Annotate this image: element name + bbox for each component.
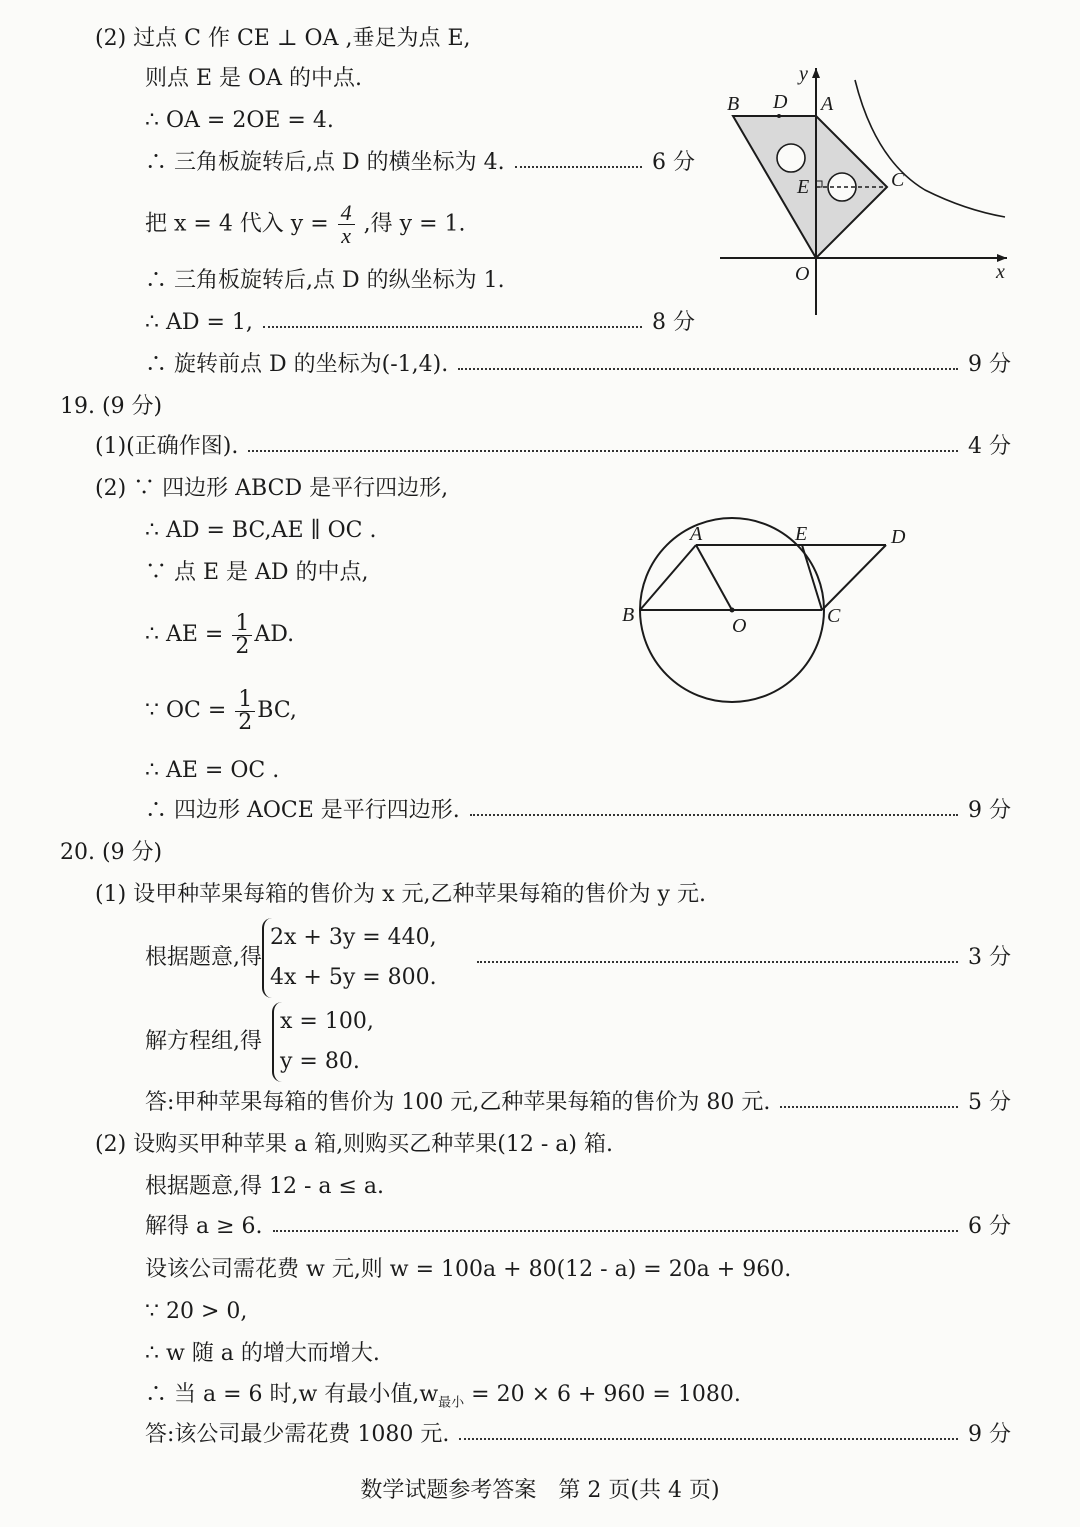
q19-part-1-text: (1)(正确作图).: [95, 434, 239, 459]
equation-2: 4x + 5y = 800.: [270, 965, 437, 990]
q18-line-5: [145, 202, 466, 246]
q19-line-2: ∴ AD = BC,AE ∥ OC .: [145, 518, 377, 543]
label-o: O: [732, 615, 747, 637]
segment-ao: [696, 545, 732, 610]
page-footer: 数学试题参考答案 第 2 页(共 4 页): [360, 1478, 720, 1503]
label-e: E: [795, 523, 808, 545]
leader-dots: [459, 1438, 958, 1440]
q19-line-5-post: BC,: [257, 698, 297, 723]
segment-ab: [640, 545, 696, 610]
score-label: 9 分: [968, 1422, 1011, 1447]
solution-system: [272, 1002, 374, 1082]
label-e: E: [797, 176, 810, 198]
score-label: 6 分: [652, 150, 695, 175]
leader-dots: [477, 961, 958, 963]
leader-dots: [515, 166, 642, 168]
q20-line-2-pre: 根据题意,得: [145, 945, 262, 970]
label-y: y: [799, 63, 808, 85]
q19-line-7: [145, 796, 1011, 826]
q20-line-9: ∵ 20 > 0,: [145, 1299, 248, 1324]
q20-line-12-text: 答:该公司最少需花费 1080 元.: [145, 1422, 450, 1447]
q20-line-3: [145, 1002, 645, 1082]
fraction-denominator: 2: [238, 709, 253, 735]
q18-line-7-text: ∴ AD = 1,: [145, 310, 253, 335]
leader-dots: [263, 326, 642, 328]
label-c: C: [891, 169, 905, 191]
score-label: 3 分: [968, 945, 1011, 970]
fraction-denominator: 2: [235, 633, 250, 659]
q20-line-8: 设该公司需花费 w 元,则 w = 100a + 80(12 - a) = 20a + 960.: [145, 1257, 792, 1282]
q18-line-2: 则点 E 是 OA 的中点.: [145, 66, 362, 91]
q18-line-3: ∴ OA = 2OE = 4.: [145, 108, 334, 133]
q20-line-7-text: 解得 a ≥ 6.: [145, 1214, 263, 1239]
score-label: 8 分: [652, 310, 695, 335]
label-c: C: [827, 605, 841, 627]
leader-dots: [458, 368, 958, 370]
q20-line-1: (1) 设甲种苹果每箱的售价为 x 元,乙种苹果每箱的售价为 y 元.: [95, 882, 706, 907]
q20-line-6: 根据题意,得 12 - a ≤ a.: [145, 1174, 385, 1199]
leader-dots: [780, 1106, 958, 1108]
fraction-numerator: 4: [338, 202, 355, 225]
q20-line-11-pre: ∴ 当 a = 6 时,w 有最小值,w: [145, 1382, 439, 1407]
leader-dots: [248, 450, 958, 452]
fraction: [232, 610, 252, 659]
q18-line-6: ∴ 三角板旋转后,点 D 的纵坐标为 1.: [145, 268, 505, 293]
q19-line-7-text: ∴ 四边形 AOCE 是平行四边形.: [145, 798, 460, 823]
q20-line-11: [145, 1380, 741, 1410]
q18-line-1: (2) 过点 C 作 CE ⊥ OA ,垂足为点 E,: [95, 26, 471, 51]
q20-line-12: [145, 1420, 1011, 1450]
score-label: 5 分: [968, 1090, 1011, 1115]
label-o: O: [795, 263, 810, 285]
q18-line-7: [145, 308, 695, 338]
label-a: A: [821, 93, 834, 115]
q20-line-10: ∴ w 随 a 的增大而增大.: [145, 1341, 380, 1366]
equation-1: 2x + 3y = 440,: [270, 925, 437, 950]
q18-line-4-text: ∴ 三角板旋转后,点 D 的横坐标为 4.: [145, 150, 505, 175]
score-label: 6 分: [968, 1214, 1011, 1239]
q19-line-5-pre: ∵ OC =: [145, 698, 227, 723]
q18-coordinate-figure: [715, 60, 1015, 330]
label-b: B: [727, 93, 740, 115]
q20-heading: 20. (9 分): [60, 840, 163, 865]
q19-line-4-pre: ∴ AE =: [145, 622, 224, 647]
score-label: 9 分: [968, 352, 1011, 377]
fraction: [235, 686, 255, 735]
q20-line-4: [145, 1088, 1011, 1118]
label-x: x: [996, 261, 1005, 283]
y-axis-arrow-icon: [812, 68, 820, 78]
q19-heading: 19. (9 分): [60, 394, 163, 419]
q18-line-8-text: ∴ 旋转前点 D 的坐标为(-1,4).: [145, 352, 449, 377]
q20-line-7: [145, 1212, 1011, 1242]
leader-dots: [273, 1230, 958, 1232]
q19-line-1: (2) ∵ 四边形 ABCD 是平行四边形,: [95, 476, 449, 501]
label-d: D: [773, 91, 788, 113]
triangle-hole: [777, 144, 805, 172]
fraction-numerator: 1: [235, 689, 255, 712]
q20-line-3-pre: 解方程组,得: [145, 1029, 262, 1054]
q18-line-8: [145, 350, 1011, 380]
q19-line-5: [145, 686, 297, 736]
q18-line-5-post: ,得 y = 1.: [363, 211, 466, 237]
label-a: A: [690, 523, 703, 545]
q19-line-3: ∵ 点 E 是 AD 的中点,: [145, 560, 369, 585]
solution-1: x = 100,: [280, 1009, 374, 1034]
q20-line-4-text: 答:甲种苹果每箱的售价为 100 元,乙种苹果每箱的售价为 80 元.: [145, 1090, 771, 1115]
q19-line-4: [145, 610, 294, 660]
equation-system: [262, 918, 437, 998]
center-o-dot: [730, 608, 735, 613]
q19-part-1: [95, 432, 1011, 462]
q19-line-6: ∴ AE = OC .: [145, 758, 280, 783]
score-label: 4 分: [968, 434, 1011, 459]
segment-cd: [822, 545, 886, 610]
q20-line-2: [145, 918, 1011, 998]
leader-dots: [470, 814, 958, 816]
point-d-dot: [777, 114, 781, 118]
q18-line-5-pre: 把 x = 4 代入 y =: [145, 211, 329, 237]
subscript-min: 最小: [438, 1395, 465, 1411]
q18-line-4: [145, 148, 695, 178]
score-label: 9 分: [968, 798, 1011, 823]
label-b: B: [622, 604, 635, 626]
q19-line-4-post: AD.: [254, 622, 295, 647]
fraction-denominator: x: [341, 223, 352, 248]
fraction-numerator: 1: [232, 613, 252, 636]
q20-line-11-post: = 20 × 6 + 960 = 1080.: [464, 1382, 741, 1407]
solution-2: y = 80.: [280, 1049, 360, 1074]
fraction: [338, 202, 355, 247]
q20-line-5: (2) 设购买甲种苹果 a 箱,则购买乙种苹果(12 - a) 箱.: [95, 1132, 613, 1157]
q19-circle-figure: [610, 515, 920, 710]
label-d: D: [891, 526, 906, 548]
